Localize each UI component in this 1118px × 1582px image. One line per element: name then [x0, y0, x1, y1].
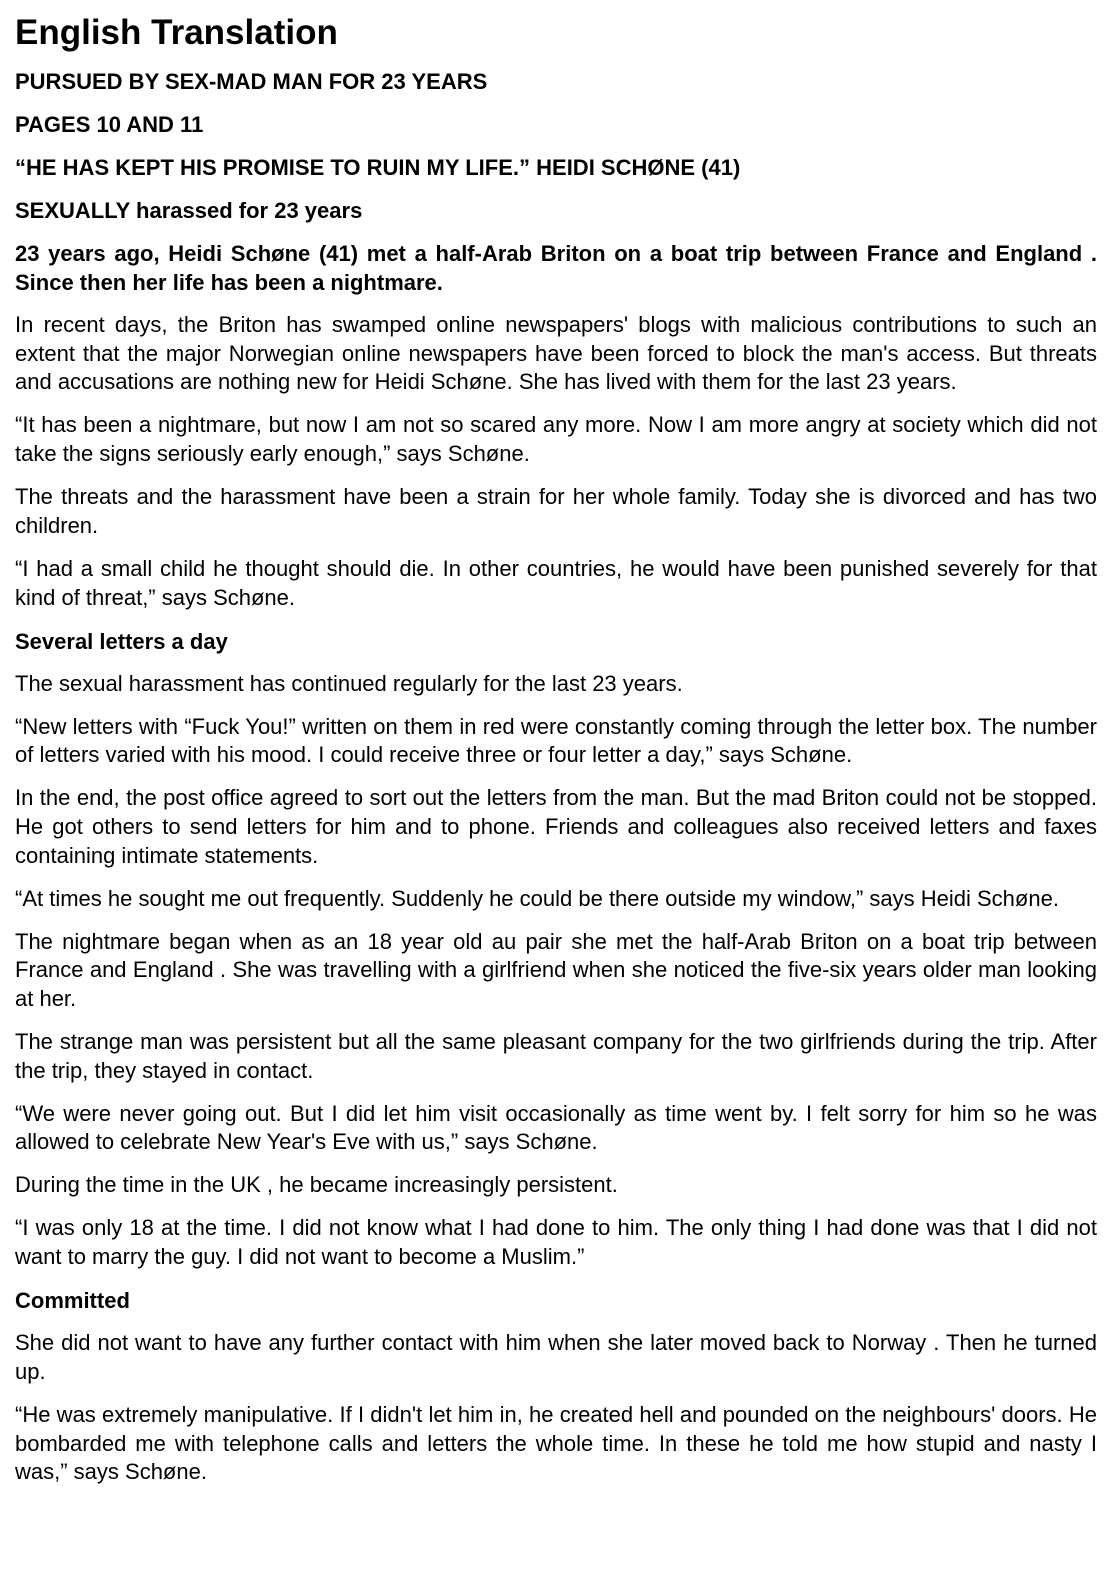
body-paragraph: “I had a small child he thought should die. In other countries, he would have been punished severely for that kind of threat,” says Schøne. — [15, 555, 1097, 610]
body-paragraph: The sexual harassment has continued regularly for the last 23 years. — [15, 670, 683, 696]
body-paragraph: The strange man was persistent but all the same pleasant company for the two girlfriends during the trip. After the trip, they stayed in contact. — [15, 1029, 1097, 1083]
headline-main: PURSUED BY SEX-MAD MAN FOR 23 YEARS — [15, 69, 488, 94]
body-paragraph: “It has been a nightmare, but now I am not so scared any more. Now I am more angry at society which did not take the signs seriously early enough,” says Schøne. — [15, 412, 1097, 467]
body-paragraph: “I was only 18 at the time. I did not know what I had done to him. The only thing I had done was that I did not want to marry the guy. I did not want to become a Muslim.” — [15, 1215, 1097, 1270]
document-title: English Translation — [15, 13, 338, 52]
kicker — [15, 196, 1097, 225]
document-page — [15, 12, 1097, 1501]
body-paragraph: “New letters with “Fuck You!” written on them in red were constantly coming through the letter box. The number of letters varied with his mood. I could receive three or four letter a day,” says Schøne. — [15, 713, 1097, 768]
body-paragraph: In the end, the post office agreed to sort out the letters from the man. But the mad Briton could not be stopped. He got others to send letters for him and to phone. Friends and colleagues also received letters and faxes containing intimate statements. — [15, 785, 1097, 868]
body-paragraph: In recent days, the Briton has swamped online newspapers' blogs with malicious contributions to such an extent that the major Norwegian online newspapers have been forced to block the man's access. But threats and accusations are nothing new for Heidi Schøne. She has lived with them for the last 23 years. — [15, 312, 1097, 395]
headline-pages: PAGES 10 AND 11 — [15, 112, 204, 137]
body-paragraph: The threats and the harassment have been a strain for her whole family. Today she is divorced and has two children. — [15, 484, 1097, 538]
body-paragraph: “He was extremely manipulative. If I didn't let him in, he created hell and pounded on the neighbours' doors. He bombarded me with telephone calls and letters the whole time. In these he told me how stupid and nasty I was,” says Schøne. — [15, 1401, 1097, 1485]
headline-quote: “HE HAS KEPT HIS PROMISE TO RUIN MY LIFE.” HEIDI SCHØNE (41) — [15, 155, 741, 180]
kicker-bold: SEXUALLY — [15, 198, 130, 223]
subheading-committed: Committed — [15, 1288, 130, 1314]
body-paragraph: “We were never going out. But I did let him visit occasionally as time went by. I felt sorry for him so he was allowed to celebrate New Year's Eve with us,” says Schøne. — [15, 1100, 1097, 1155]
body-paragraph: “At times he sought me out frequently. Suddenly he could be there outside my window,” says Heidi Schøne. — [15, 885, 1059, 911]
subheading-letters: Several letters a day — [15, 628, 228, 654]
body-paragraph: She did not want to have any further contact with him when she later moved back to Norway . Then he turned up. — [15, 1330, 1097, 1384]
lead-paragraph: 23 years ago, Heidi Schøne (41) met a half-Arab Briton on a boat trip between France and England . Since then her life has been a nightmare. — [15, 241, 1097, 295]
body-paragraph: During the time in the UK , he became increasingly persistent. — [15, 1172, 618, 1198]
kicker-rest: harassed for 23 years — [129, 198, 363, 223]
body-paragraph: The nightmare began when as an 18 year old au pair she met the half-Arab Briton on a boat trip between France and England . She was travelling with a girlfriend when she noticed the five-six years older man looking at her. — [15, 928, 1097, 1012]
